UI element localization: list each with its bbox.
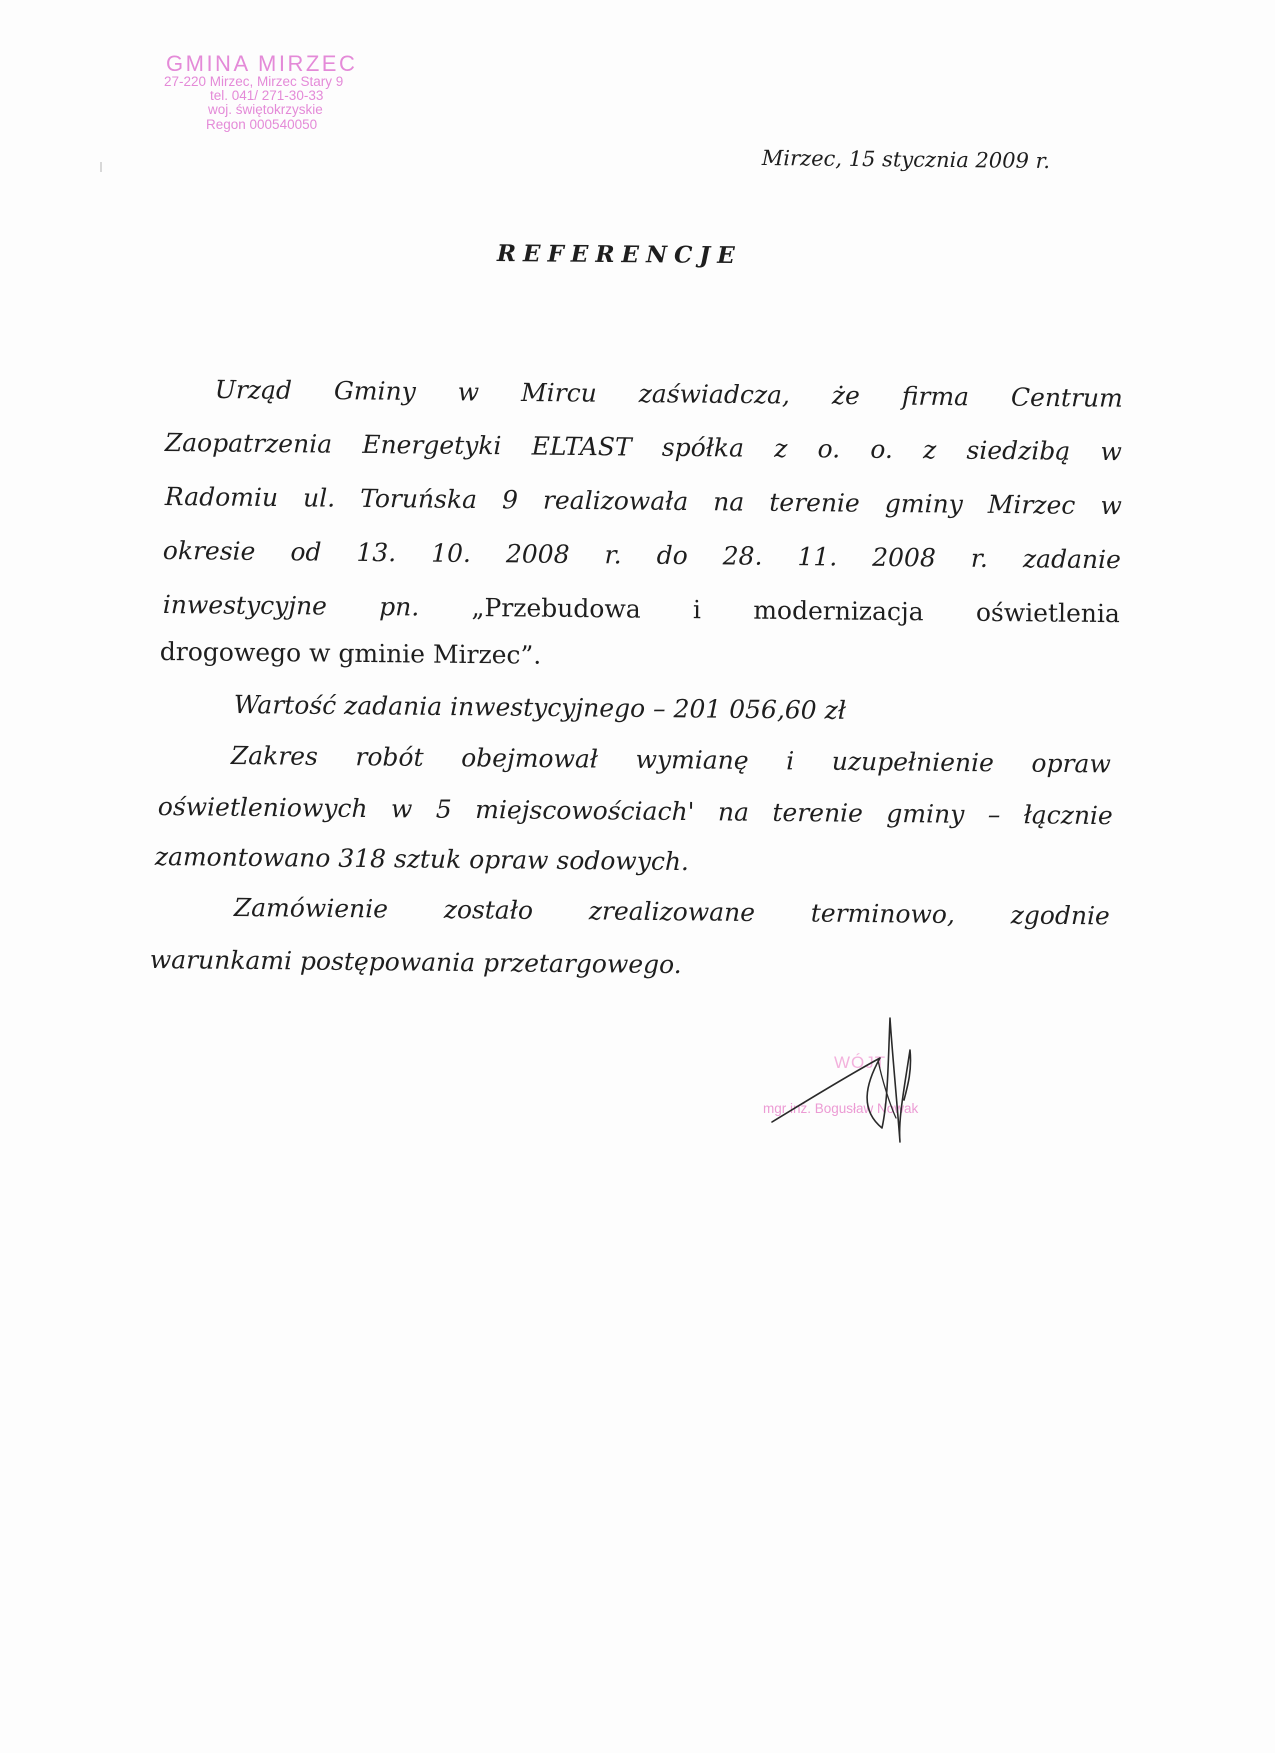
letter-date: Mirzec, 15 stycznia 2009 r.: [761, 146, 1051, 174]
stamp-municipality-name: GMINA MIRZEC: [166, 51, 358, 76]
signer-title-stamp: WÓJT: [834, 1053, 887, 1072]
paragraph-1-line-1: Urząd Gminy w Mircu zaświadcza, że firma Centrum: [214, 375, 1123, 413]
paragraph-1-line-5: [163, 590, 1120, 628]
project-name-quote: „Przebudowa i modernizacja oświetlenia: [471, 592, 1120, 629]
letter-title: REFERENCJE: [496, 240, 742, 270]
stamp-address: 27-220 Mirzec, Mirzec Stary 9: [164, 74, 344, 90]
paragraph-1-line-5-italic: inwestycyjne pn.: [162, 590, 420, 622]
paragraph-3-line-1: Zakres robót obejmował wymianę i uzupełnienie opraw: [230, 741, 1111, 779]
paragraph-1-line-6: drogowego w gminie Mirzec”.: [159, 637, 542, 670]
paragraph-3-line-2: oświetleniowych w 5 miejscowościach' na terenie gminy – łącznie: [157, 792, 1113, 831]
paragraph-3-line-3: zamontowano 318 sztuk opraw sodowych.: [154, 842, 690, 877]
handwritten-signature: [770, 1010, 970, 1150]
paragraph-4-line-1: Zamówienie zostało zrealizowane terminowo, zgodnie: [233, 893, 1110, 931]
stamp-regon: Regon 000540050: [206, 116, 318, 132]
paragraph-1-line-4: okresie od 13. 10. 2008 r. do 28. 11. 2008 r. zadanie: [162, 536, 1121, 575]
stamp-voivodeship: woj. świętokrzyskie: [208, 102, 323, 118]
paragraph-1-line-2: Zaopatrzenia Energetyki ELTAST spółka z o. o. z siedzibą w: [164, 428, 1122, 467]
paragraph-1-line-3: Radomiu ul. Toruńska 9 realizowała na terenie gminy Mirzec w: [164, 482, 1122, 521]
investment-value: Wartość zadania inwestycyjnego – 201 056,60 zł: [233, 690, 847, 725]
stamp-phone: tel. 041/ 271-30-33: [210, 88, 324, 104]
signer-name-stamp: mgr inż. Bogusław Nowak: [763, 1101, 919, 1116]
paragraph-4-line-2: warunkami postępowania przetargowego.: [149, 945, 682, 980]
